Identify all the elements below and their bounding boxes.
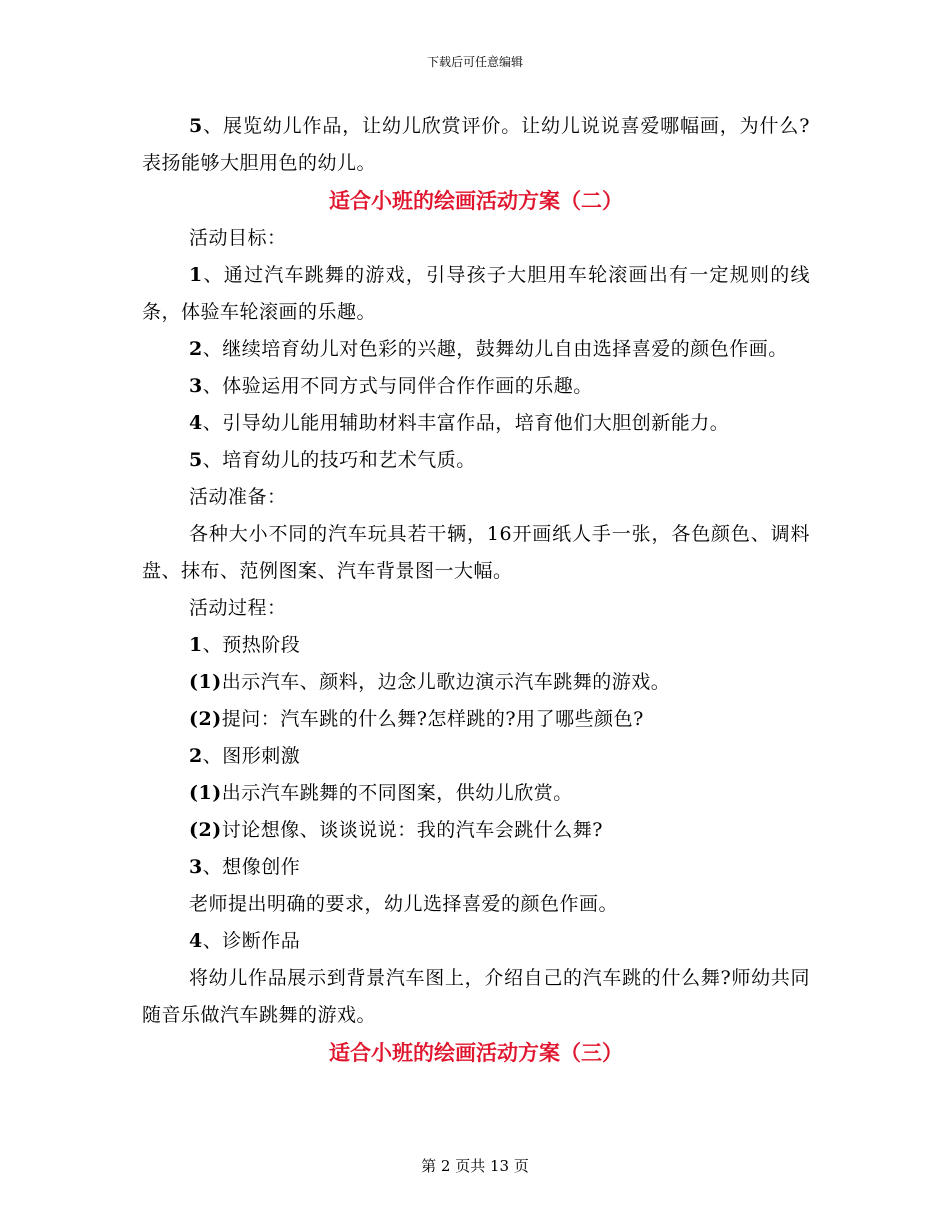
paragraph-goal-3 bbox=[142, 368, 810, 405]
paragraph-text: 、通过汽车跳舞的游戏，引导孩子大胆用车轮滚画出有一定规则的线条，体验车轮滚画的乐趣。 bbox=[142, 264, 810, 323]
step-number: 2 bbox=[189, 745, 203, 767]
step-number: 4 bbox=[189, 412, 203, 434]
paragraph-prep-label: 活动准备： bbox=[189, 486, 287, 508]
paragraph-process-3 bbox=[142, 849, 810, 886]
paragraph-text: 、体验运用不同方式与同伴合作作画的乐趣。 bbox=[202, 375, 593, 397]
paragraph-process-3-text: 老师提出明确的要求，幼儿选择喜爱的颜色作画。 bbox=[189, 893, 619, 915]
step-number: 5 bbox=[189, 449, 203, 471]
step-number: 3 bbox=[189, 856, 203, 878]
paragraph-goals-label: 活动目标： bbox=[189, 227, 287, 249]
page-footer: 第 2 页共 13 页 bbox=[421, 1157, 529, 1175]
paragraph-goal-1 bbox=[142, 257, 810, 331]
paragraph-text: 、预热阶段 bbox=[202, 634, 301, 656]
paragraph-process-4-text: 将幼儿作品展示到背景汽车图上，介绍自己的汽车跳的什么舞?师幼共同随音乐做汽车跳舞的游戏。 bbox=[142, 967, 810, 1026]
step-number: 1 bbox=[189, 634, 203, 656]
section-title-2: 适合小班的绘画活动方案（二） bbox=[329, 189, 623, 213]
step-number: 4 bbox=[189, 930, 203, 952]
page-header: 下载后可任意编辑 bbox=[426, 55, 523, 69]
paragraph-text: 、想像创作 bbox=[202, 856, 301, 878]
paragraph-process-2-1 bbox=[142, 775, 810, 812]
paragraph-goal-4 bbox=[142, 405, 810, 442]
paragraph-text: 、展览幼儿作品，让幼儿欣赏评价。让幼儿说说喜爱哪幅画，为什么?表扬能够大胆用色的幼儿。 bbox=[142, 115, 810, 174]
paragraph-text: 出示汽车、颜料，边念儿歌边演示汽车跳舞的游戏。 bbox=[221, 671, 671, 693]
paragraph-process-1-1 bbox=[142, 664, 810, 701]
document-body bbox=[142, 108, 810, 1072]
step-number: (2) bbox=[189, 819, 222, 841]
paragraph-text: 讨论想像、谈谈说说：我的汽车会跳什么舞? bbox=[221, 819, 603, 841]
paragraph-step-5 bbox=[142, 108, 810, 182]
paragraph-text: 提问：汽车跳的什么舞?怎样跳的?用了哪些颜色? bbox=[221, 708, 644, 730]
paragraph-process-1-2 bbox=[142, 701, 810, 738]
section-title-3: 适合小班的绘画活动方案（三） bbox=[329, 1041, 623, 1065]
paragraph-text: 、继续培育幼儿对色彩的兴趣，鼓舞幼儿自由选择喜爱的颜色作画。 bbox=[202, 338, 788, 360]
paragraph-goal-2 bbox=[142, 331, 810, 368]
paragraph-prep-materials: 各种大小不同的汽车玩具若干辆，16开画纸人手一张，各色颜色、调料盘、抹布、范例图案、汽车背景图一大幅。 bbox=[142, 523, 810, 582]
step-number: 2 bbox=[189, 338, 203, 360]
paragraph-text: 、图形刺激 bbox=[202, 745, 301, 767]
step-number: (2) bbox=[189, 708, 222, 730]
paragraph-process-2-2 bbox=[142, 812, 810, 849]
paragraph-process-4 bbox=[142, 923, 810, 960]
paragraph-process-label: 活动过程： bbox=[189, 597, 287, 619]
paragraph-text: 、培育幼儿的技巧和艺术气质。 bbox=[202, 449, 476, 471]
paragraph-text: 、引导幼儿能用辅助材料丰富作品，培育他们大胆创新能力。 bbox=[202, 412, 730, 434]
paragraph-process-1 bbox=[142, 627, 810, 664]
step-number: (1) bbox=[189, 671, 222, 693]
paragraph-text: 、诊断作品 bbox=[202, 930, 301, 952]
step-number: 5 bbox=[189, 115, 203, 137]
step-number: (1) bbox=[189, 782, 222, 804]
step-number: 3 bbox=[189, 375, 203, 397]
paragraph-process-2 bbox=[142, 738, 810, 775]
paragraph-text: 出示汽车跳舞的不同图案，供幼儿欣赏。 bbox=[221, 782, 573, 804]
paragraph-goal-5 bbox=[142, 442, 810, 479]
step-number: 1 bbox=[189, 264, 203, 286]
